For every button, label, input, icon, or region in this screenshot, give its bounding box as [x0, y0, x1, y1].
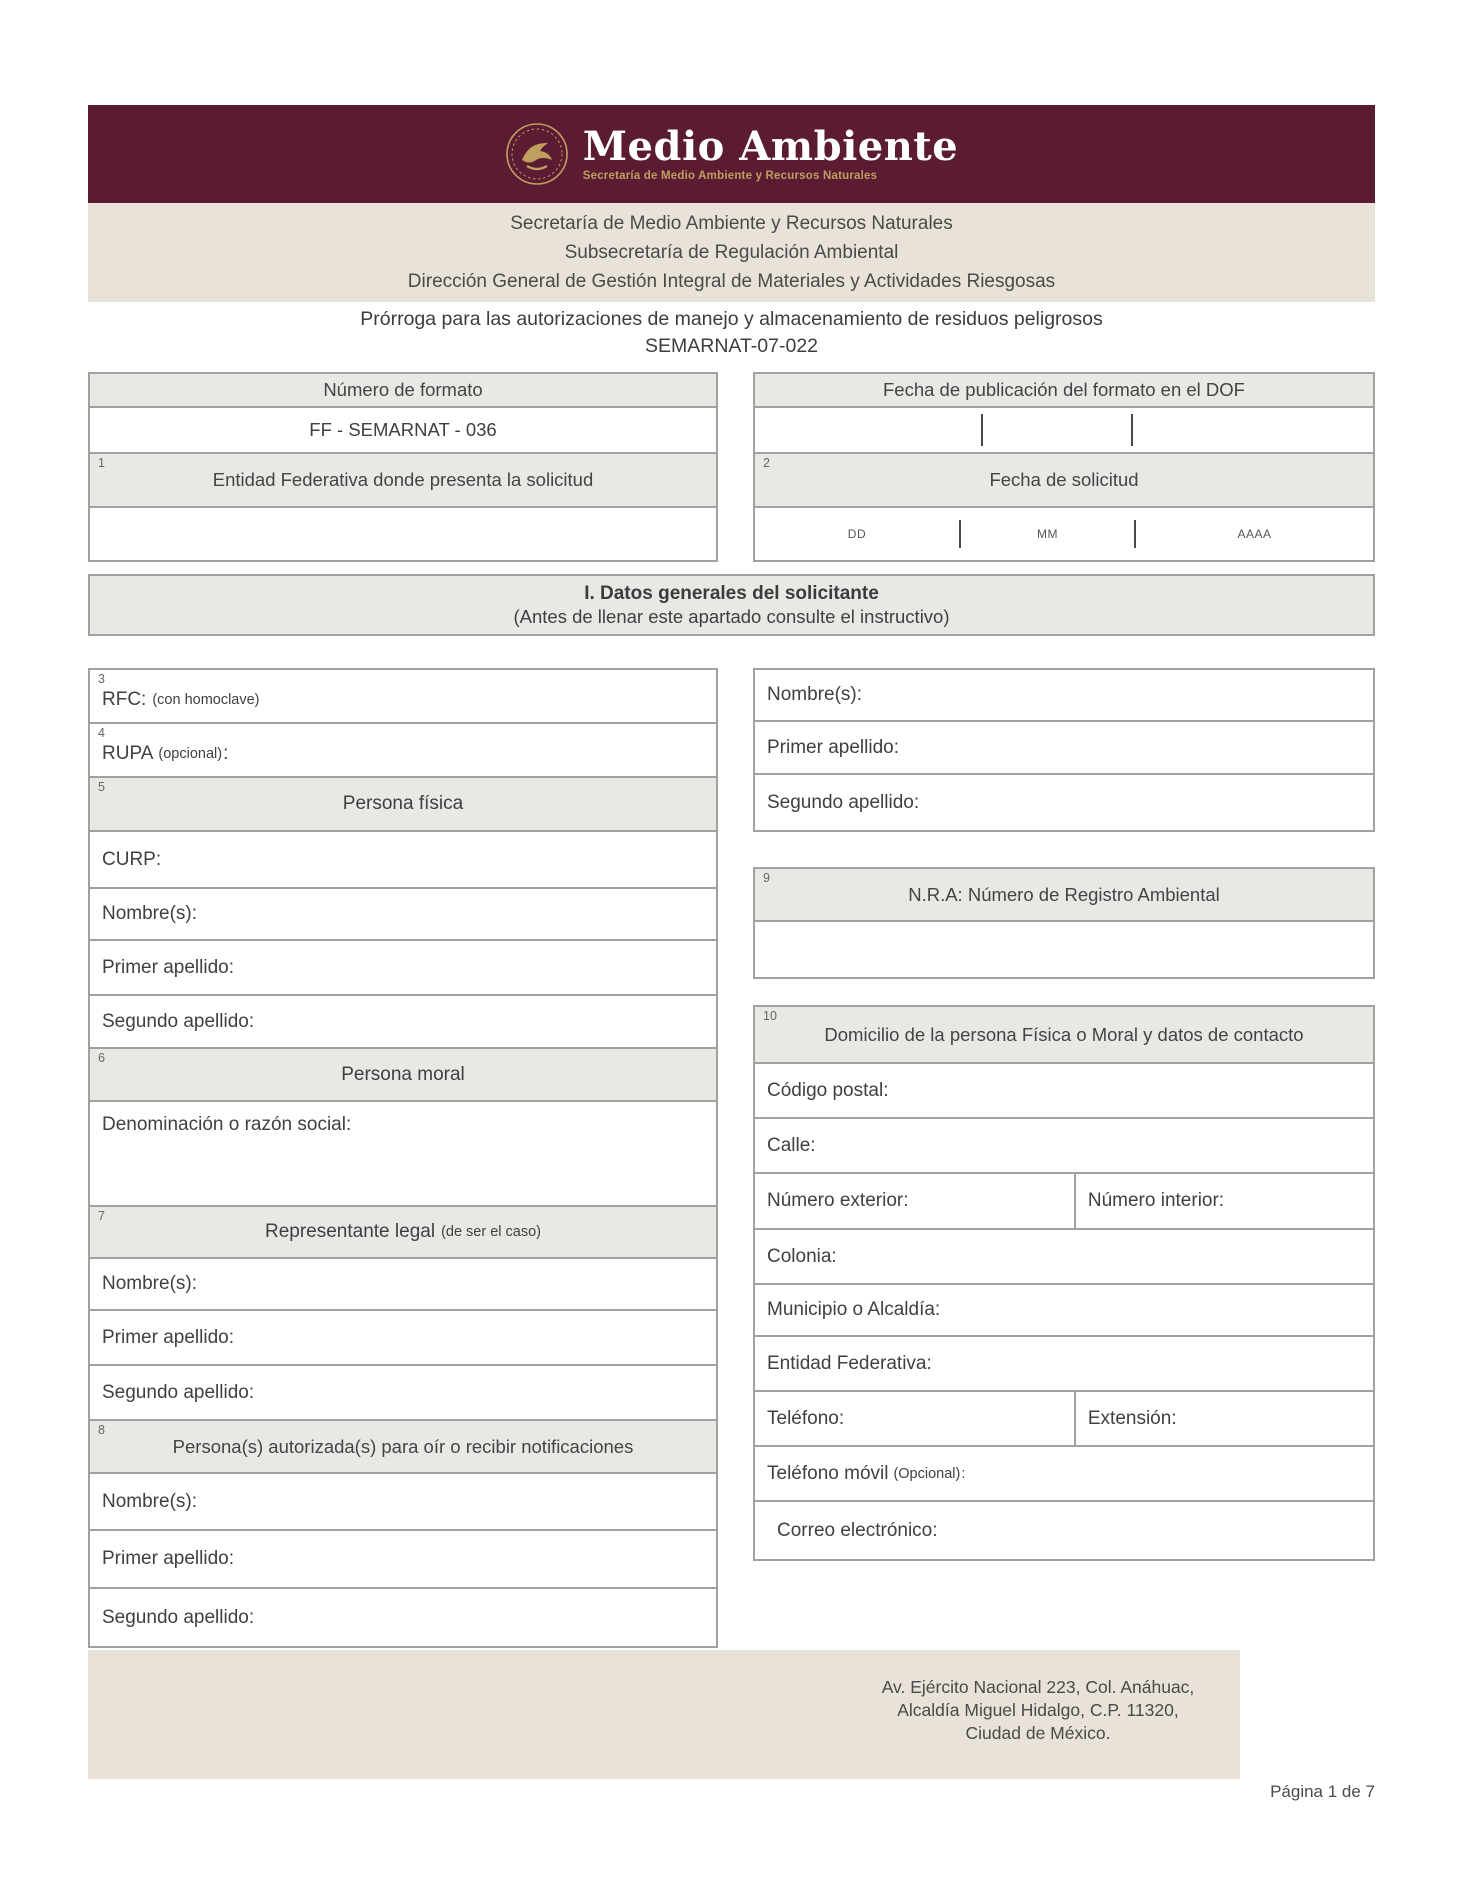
telefono-movil-field[interactable] — [755, 1447, 1373, 1502]
fecha-dof-header-label: Fecha de publicación del formato en el DOF — [883, 379, 1245, 400]
telefono-movil-label: Teléfono móvil — [767, 1462, 889, 1484]
codigo-postal-label: Código postal: — [767, 1079, 889, 1101]
entidad-label: Entidad Federativa: — [767, 1352, 932, 1374]
entidad-field[interactable] — [755, 1337, 1373, 1392]
rl-segundo-apellido-field[interactable] — [90, 1366, 716, 1421]
pf-segundo-apellido-field[interactable] — [90, 996, 716, 1049]
calle-field[interactable] — [755, 1119, 1373, 1174]
gobierno-logo — [505, 122, 958, 186]
pf-primer-apellido-label: Primer apellido: — [102, 956, 234, 978]
document-title — [88, 306, 1375, 360]
section-1-subtitle: (Antes de llenar este apartado consulte el instructivo) — [513, 605, 950, 627]
correo-label: Correo electrónico: — [777, 1519, 938, 1541]
aaaa-label: AAAA — [1237, 527, 1272, 541]
solicitante-segundo-apellido-label: Segundo apellido: — [767, 791, 920, 813]
org-line-3: Dirección General de Gestión Integral de Materiales y Actividades Riesgosas — [407, 271, 1056, 292]
rupa-note: (opcional) — [158, 746, 223, 762]
footer-address — [828, 1676, 1248, 1745]
pf-nombre-field[interactable] — [90, 889, 716, 941]
numero-formato-block — [88, 372, 718, 562]
pa-primer-apellido-label: Primer apellido: — [102, 1548, 234, 1569]
numero-formato-header-label: Número de formato — [323, 379, 483, 400]
field-number-5: 5 — [98, 780, 105, 794]
correo-field[interactable] — [755, 1502, 1373, 1559]
representante-legal-label: Representante legal — [264, 1221, 436, 1242]
rl-segundo-apellido-label: Segundo apellido: — [102, 1381, 255, 1403]
pf-primer-apellido-field[interactable] — [90, 941, 716, 996]
logo-subtitle: Secretaría de Medio Ambiente y Recursos Naturales — [582, 170, 878, 182]
numero-interior-field[interactable] — [1074, 1174, 1373, 1228]
footer-address-line2: Alcaldía Miguel Hidalgo, C.P. 11320, — [897, 1700, 1179, 1720]
rl-nombre-field[interactable] — [90, 1259, 716, 1311]
field-number-9: 9 — [763, 871, 770, 885]
telefono-movil-note: (Opcional) — [893, 1465, 961, 1482]
left-column — [88, 668, 718, 1648]
section-1-title: I. Datos generales del solicitante — [584, 582, 879, 604]
page-number: Página 1 de 7 — [1270, 1782, 1375, 1801]
field-number-1: 1 — [98, 456, 105, 470]
fecha-solicitud-year-field[interactable] — [1136, 508, 1373, 560]
personas-autorizadas-header — [90, 1421, 716, 1474]
telefono-movil-colon: : — [961, 1465, 966, 1482]
numero-row — [755, 1174, 1373, 1230]
field-number-10: 10 — [763, 1009, 777, 1023]
numero-exterior-label: Número exterior: — [767, 1190, 909, 1211]
colonia-field[interactable] — [755, 1230, 1373, 1285]
logo-wordmark — [582, 123, 959, 182]
telefono-label: Teléfono: — [767, 1407, 845, 1429]
entidad-federativa-field[interactable] — [90, 508, 716, 560]
representante-legal-note: (de ser el caso) — [441, 1224, 541, 1240]
fecha-dof-field[interactable] — [755, 408, 1373, 454]
rl-nombre-label: Nombre(s): — [102, 1273, 198, 1294]
dd-label: DD — [847, 527, 867, 541]
colonia-label: Colonia: — [767, 1245, 837, 1267]
field-number-7: 7 — [98, 1209, 105, 1223]
persona-moral-label: Persona moral — [341, 1063, 465, 1085]
footer-address-line1: Av. Ejército Nacional 223, Col. Anáhuac, — [881, 1677, 1195, 1697]
org-line-1: Secretaría de Medio Ambiente y Recursos Naturales — [510, 213, 953, 234]
numero-exterior-field[interactable] — [755, 1174, 1074, 1228]
document-title-line1: Prórroga para las autorizaciones de manejo y almacenamiento de residuos peligrosos — [360, 308, 1103, 330]
nra-field[interactable] — [755, 922, 1373, 977]
numero-interior-label: Número interior: — [1087, 1190, 1225, 1211]
fecha-dof-month-field[interactable] — [983, 408, 1131, 452]
mm-label: MM — [1036, 527, 1058, 541]
org-header-band — [88, 203, 1375, 302]
persona-moral-header — [90, 1049, 716, 1102]
entidad-federativa-header-label: Entidad Federativa donde presenta la solicitud — [212, 469, 594, 490]
fecha-dof-day-field[interactable] — [755, 408, 981, 452]
pa-nombre-field[interactable] — [90, 1474, 716, 1531]
footer-band — [88, 1650, 1240, 1779]
document-title-line2: SEMARNAT-07-022 — [644, 335, 819, 357]
telefono-row — [755, 1392, 1373, 1447]
org-line-2: Subsecretaría de Regulación Ambiental — [564, 242, 899, 263]
rfc-field[interactable] — [90, 670, 716, 724]
codigo-postal-field[interactable] — [755, 1064, 1373, 1119]
fecha-dof-header — [755, 374, 1373, 408]
rupa-colon: : — [223, 743, 229, 764]
rupa-field[interactable] — [90, 724, 716, 778]
numero-formato-value-row — [90, 408, 716, 454]
denominacion-field[interactable] — [90, 1102, 716, 1207]
field-number-2: 2 — [763, 456, 770, 470]
curp-label: CURP: — [102, 848, 162, 870]
field-number-6: 6 — [98, 1051, 105, 1065]
persona-fisica-header — [90, 778, 716, 832]
rl-primer-apellido-field[interactable] — [90, 1311, 716, 1366]
rfc-note: (con homoclave) — [152, 692, 260, 708]
pa-segundo-apellido-label: Segundo apellido: — [102, 1606, 255, 1628]
footer-address-line3: Ciudad de México. — [965, 1723, 1111, 1743]
solicitante-segundo-apellido-field[interactable] — [755, 775, 1373, 830]
solicitante-nombre-field[interactable] — [755, 670, 1373, 722]
curp-field[interactable] — [90, 832, 716, 889]
logo-title: Medio Ambiente — [582, 123, 959, 170]
rfc-label: RFC: — [102, 689, 147, 710]
pa-primer-apellido-field[interactable] — [90, 1531, 716, 1589]
rupa-label: RUPA — [102, 743, 154, 764]
calle-label: Calle: — [767, 1134, 816, 1156]
municipio-field[interactable] — [755, 1285, 1373, 1337]
header-band — [88, 105, 1375, 203]
domicilio-header-label: Domicilio de la persona Física o Moral y datos de contacto — [824, 1023, 1304, 1045]
fecha-solicitud-field[interactable] — [755, 508, 1373, 560]
denominacion-label: Denominación o razón social: — [102, 1114, 352, 1135]
pf-segundo-apellido-label: Segundo apellido: — [102, 1010, 255, 1032]
right-name-block — [753, 668, 1375, 832]
pf-nombre-label: Nombre(s): — [102, 903, 198, 924]
numero-formato-header — [90, 374, 716, 408]
extension-field[interactable] — [1074, 1392, 1373, 1445]
numero-formato-value: FF - SEMARNAT - 036 — [309, 419, 497, 440]
pa-segundo-apellido-field[interactable] — [90, 1589, 716, 1646]
pa-nombre-label: Nombre(s): — [102, 1490, 198, 1512]
persona-fisica-label: Persona física — [342, 793, 464, 814]
solicitante-nombre-label: Nombre(s): — [767, 684, 863, 705]
fecha-dof-year-field[interactable] — [1133, 408, 1373, 452]
domicilio-block — [753, 1005, 1375, 1561]
field-number-4: 4 — [98, 726, 105, 740]
mexico-eagle-emblem-icon — [505, 122, 569, 186]
fecha-solicitud-header-label: Fecha de solicitud — [989, 469, 1139, 490]
solicitante-primer-apellido-field[interactable] — [755, 722, 1373, 775]
fecha-block — [753, 372, 1375, 562]
nra-header-label: N.R.A: Número de Registro Ambiental — [908, 883, 1220, 905]
telefono-field[interactable] — [755, 1392, 1074, 1445]
nra-block — [753, 867, 1375, 979]
fecha-solicitud-day-field[interactable] — [755, 508, 959, 560]
rl-primer-apellido-label: Primer apellido: — [102, 1326, 234, 1348]
field-number-8: 8 — [98, 1423, 105, 1437]
field-number-3: 3 — [98, 672, 105, 686]
solicitante-primer-apellido-label: Primer apellido: — [767, 736, 899, 758]
fecha-solicitud-month-field[interactable] — [961, 508, 1134, 560]
domicilio-header — [755, 1007, 1373, 1064]
personas-autorizadas-label: Persona(s) autorizada(s) para oír o recibir notificaciones — [172, 1435, 634, 1457]
section-1-header — [88, 574, 1375, 636]
nra-header — [755, 869, 1373, 922]
representante-legal-header — [90, 1207, 716, 1259]
municipio-label: Municipio o Alcaldía: — [767, 1299, 941, 1320]
extension-label: Extensión: — [1087, 1407, 1177, 1429]
fecha-solicitud-header — [755, 454, 1373, 508]
entidad-federativa-header — [90, 454, 716, 508]
